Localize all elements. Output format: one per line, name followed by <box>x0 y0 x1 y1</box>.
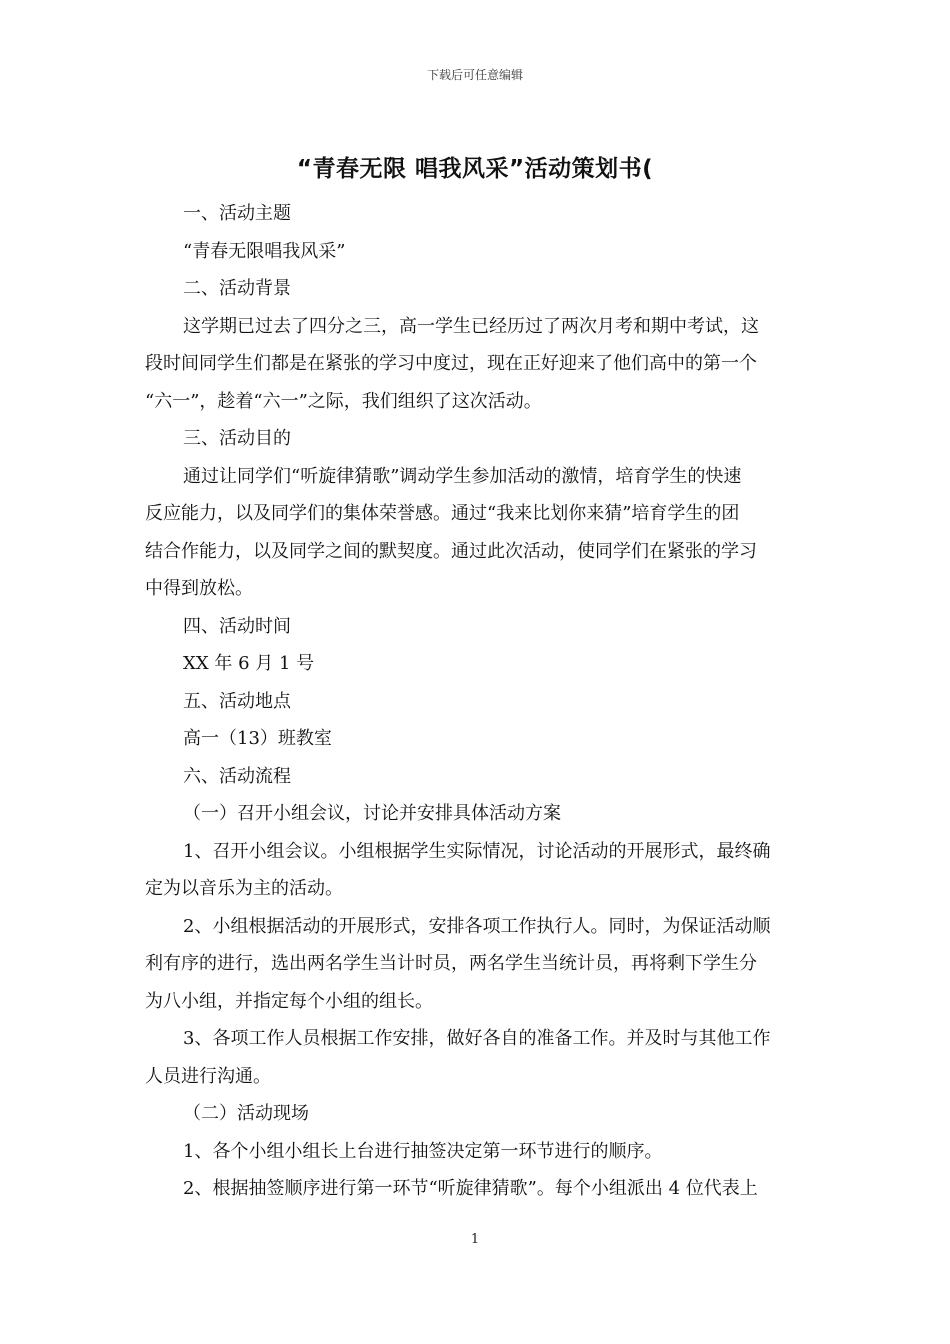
paragraph-line: 结合作能力，以及同学之间的默契度。通过此次活动，使同学们在紧张的学习 <box>145 540 757 562</box>
paragraph-line: “六一”，趁着“六一”之际，我们组织了这次活动。 <box>145 390 542 412</box>
subsection-heading-onsite: （二）活动现场 <box>183 1103 309 1124</box>
onsite-item-2: 2、根据抽签顺序进行第一环节“听旋律猜歌”。每个小组派出 4 位代表上 <box>183 1178 758 1199</box>
paragraph-line: 利有序的进行，选出两名学生当计时员，两名学生当统计员，再将剩下学生分 <box>145 953 757 974</box>
paragraph-line: 1、召开小组会议。小组根据学生实际情况，讨论活动的开展形式，最终确 <box>183 840 771 862</box>
process-item-1 <box>145 833 807 908</box>
section-heading-background: 二、活动背景 <box>183 278 291 299</box>
document-body <box>145 195 807 1208</box>
paragraph-line: 中得到放松。 <box>145 578 253 599</box>
paragraph-line: 这学期已过去了四分之三，高一学生已经历过了两次月考和期中考试，这 <box>183 315 759 337</box>
paragraph-line: 人员进行沟通。 <box>145 1065 271 1087</box>
section-heading-location: 五、活动地点 <box>183 690 291 712</box>
page-number: 1 <box>470 1232 480 1247</box>
subsection-heading-meeting: （一）召开小组会议，讨论并安排具体活动方案 <box>183 803 561 824</box>
document-title: “青春无限 唱我风采”活动策划书( <box>296 156 654 182</box>
section-heading-time: 四、活动时间 <box>183 615 291 637</box>
section-heading-theme: 一、活动主题 <box>183 203 291 224</box>
purpose-paragraph <box>145 458 807 608</box>
time-text: XX 年 6 月 1 号 <box>183 653 315 674</box>
paragraph-line: 定为以音乐为主的活动。 <box>145 878 343 899</box>
onsite-item-1: 1、各个小组小组长上台进行抽签决定第一环节进行的顺序。 <box>183 1140 663 1162</box>
section-heading-purpose: 三、活动目的 <box>183 428 291 449</box>
background-paragraph <box>145 308 807 421</box>
paragraph-line: 为八小组，并指定每个小组的组长。 <box>145 990 433 1012</box>
process-item-2 <box>145 908 807 1021</box>
paragraph-line: 反应能力，以及同学们的集体荣誉感。通过“我来比划你来猜”培育学生的团 <box>145 503 740 524</box>
paragraph-line: 3、各项工作人员根据工作安排，做好各自的准备工作。并及时与其他工作 <box>183 1028 771 1049</box>
location-text: 高一（13）班教室 <box>183 728 332 749</box>
section-heading-process: 六、活动流程 <box>183 765 291 787</box>
theme-text: “青春无限唱我风采” <box>183 240 346 262</box>
page-header: 下载后可任意编辑 <box>426 68 523 82</box>
paragraph-line: 通过让同学们“听旋律猜歌”调动学生参加活动的激情，培育学生的快速 <box>183 465 742 487</box>
paragraph-line: 段时间同学生们都是在紧张的学习中度过，现在正好迎来了他们高中的第一个 <box>145 353 757 374</box>
process-item-3 <box>145 1020 807 1095</box>
paragraph-line: 2、小组根据活动的开展形式，安排各项工作执行人。同时，为保证活动顺 <box>183 915 771 937</box>
